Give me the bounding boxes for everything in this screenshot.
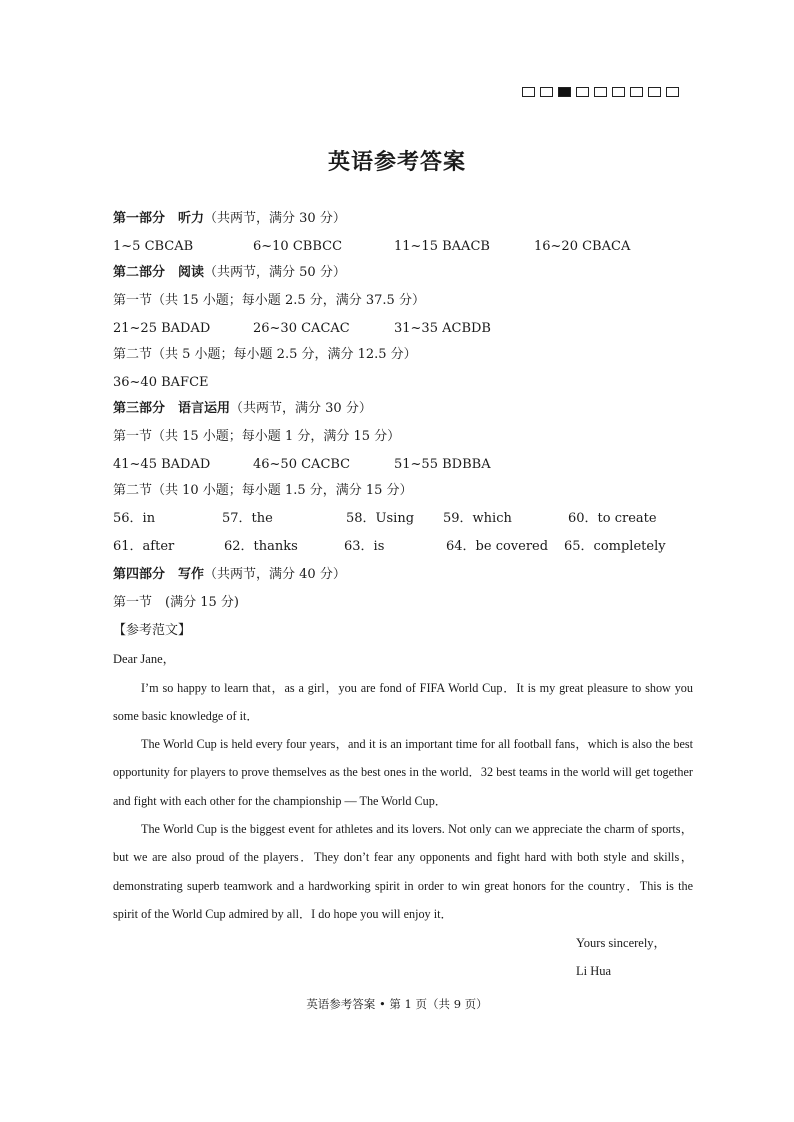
answer-group: 51~55 BDBBA [394,457,491,472]
part3-note: （共两节，满分 30 分） [230,401,372,416]
part1-heading: 第一部分 听力 [113,211,205,226]
part3-heading: 第三部分 语言运用 [113,401,231,416]
part4-heading: 第四部分 写作 [113,567,205,582]
header-marks [522,87,679,97]
answer-item: 65．completely [564,539,666,554]
answer-group: 26~30 CACAC [253,321,350,336]
part4-section1: 第一节 (满分 15 分) [113,595,239,610]
part2-section1: 第一节（共 15 小题；每小题 2.5 分，满分 37.5 分） [113,293,425,308]
answer-group: 1~5 CBCAB [113,239,194,254]
letter-paragraph-2: The World Cup is held every four years，and it is an important time for all football fans，which is also the best opportunity for players to prove themselves as the best ones in the world．32 best teams in the world will get together and fight with each other for the championship — The World Cup． [113,737,693,808]
header-square [558,87,571,97]
answer-group: 11~15 BAACB [394,239,490,254]
answer-item: 60．to create [568,511,657,526]
answer-group: 46~50 CACBC [253,457,351,472]
sample-label: 【参考范文】 [113,623,192,638]
part1-heading-line [113,210,346,228]
header-square [630,87,643,97]
part2-heading: 第二部分 阅读 [113,265,205,280]
letter-closing: Yours sincerely， [576,936,667,950]
part2-heading-line [113,264,346,282]
header-square [522,87,535,97]
answer-item: 57．the [222,511,273,526]
part1-note: （共两节，满分 30 分） [204,211,346,226]
header-square [666,87,679,97]
letter-paragraph-3: The World Cup is the biggest event for athletes and its lovers. Not only can we appreciate the charm of sports，but we are also proud of the players．They don’t fear any opponents and fight hard with both style and skills，demonstrating superb teamwork and a hardworking spirit in order to win great honors for the country．This is the spirit of the World Cup admired by all．I do hope you will enjoy it． [113,822,693,921]
part4-heading-line [113,566,346,584]
answer-group: 41~45 BADAD [113,457,211,472]
header-square [612,87,625,97]
header-square [594,87,607,97]
answer-item: 58．Using [346,511,415,526]
answer-item: 59．which [443,511,512,526]
page-footer: 英语参考答案 • 第 1 页（共 9 页） [306,997,488,1011]
answer-group: 31~35 ACBDB [394,321,491,336]
header-square [576,87,589,97]
part2-section2-answers: 36~40 BAFCE [113,375,209,390]
header-square [648,87,661,97]
answer-item: 62．thanks [224,539,298,554]
header-square [540,87,553,97]
answer-item: 64．be covered [446,539,549,554]
answer-item: 56．in [113,511,156,526]
part3-heading-line [113,400,372,418]
answer-item: 63．is [344,539,385,554]
letter-paragraph-1: I’m so happy to learn that，as a girl，you are fond of FIFA World Cup．It is my great pleasure to show you some basic knowledge of it． [113,681,693,724]
answer-group: 16~20 CBACA [534,239,631,254]
part2-note: （共两节，满分 50 分） [204,265,346,280]
page-title: 英语参考答案 [327,149,466,175]
letter-greeting: Dear Jane， [113,652,176,666]
part3-section1: 第一节（共 15 小题；每小题 1 分，满分 15 分） [113,429,401,444]
answer-item: 61．after [113,539,175,554]
part4-note: （共两节，满分 40 分） [204,567,346,582]
part2-section2: 第二节（共 5 小题；每小题 2.5 分，满分 12.5 分） [113,347,417,362]
answer-group: 6~10 CBBCC [253,239,343,254]
answer-group: 21~25 BADAD [113,321,211,336]
part3-section2: 第二节（共 10 小题；每小题 1.5 分，满分 15 分） [113,483,413,498]
letter-signature: Li Hua [576,964,612,978]
